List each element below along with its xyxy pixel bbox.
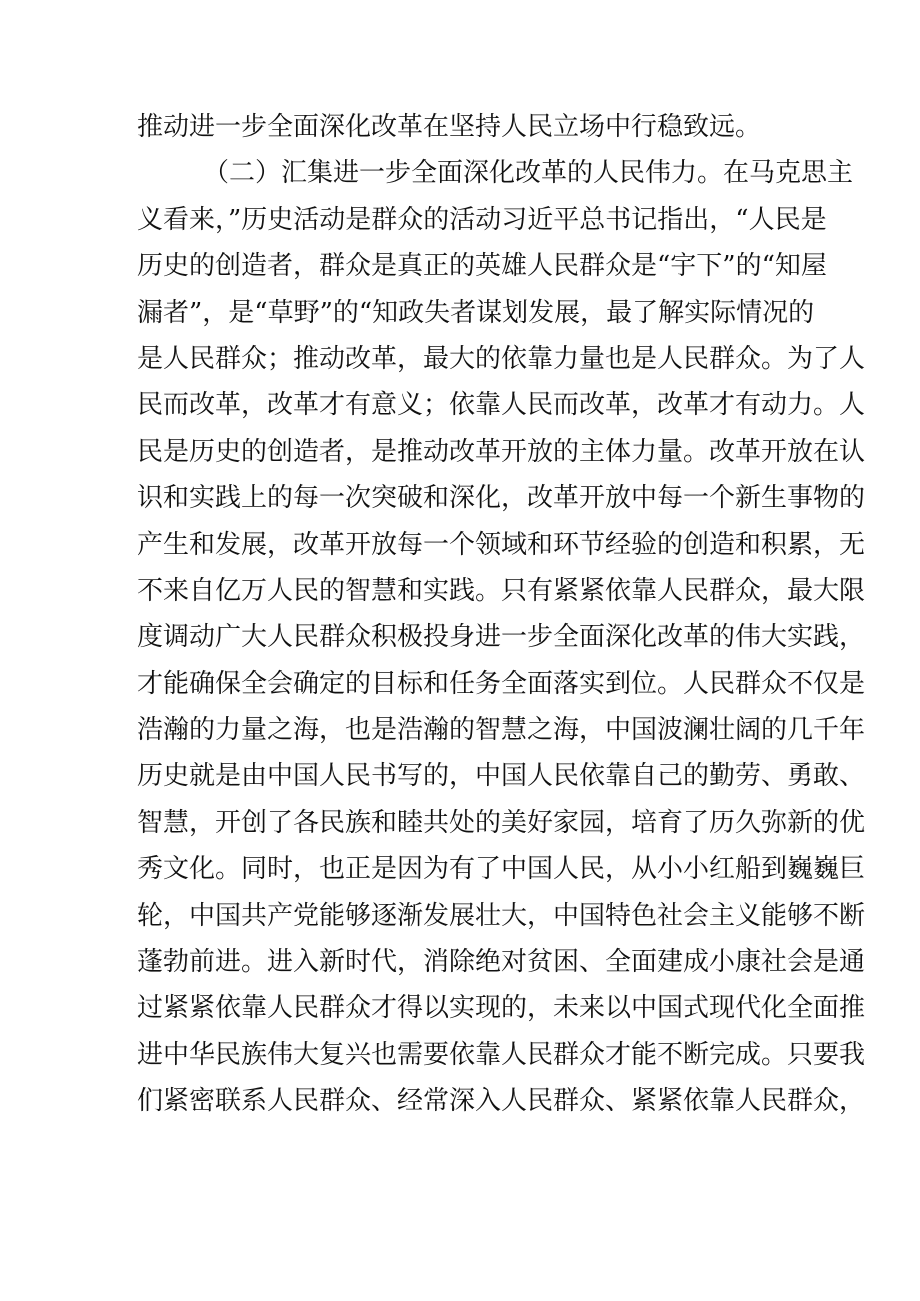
text-line: 是人民群众；推动改革，最大的依靠力量也是人民群众。为了人 [137, 343, 866, 374]
text-line: 历史就是由中国人民书写的，中国人民依靠自己的勤劳、勇敢、 [137, 761, 866, 792]
text-line: 浩瀚的力量之海，也是浩瀚的智慧之海，中国波澜壮阔的几千年 [137, 715, 866, 746]
text-line: 轮，中国共产党能够逐渐发展壮大，中国特色社会主义能够不断 [137, 900, 866, 931]
text-line: 过紧紧依靠人民群众才得以实现的，未来以中国式现代化全面推 [137, 993, 866, 1024]
text-line: 识和实践上的每一次突破和深化，改革开放中每一个新生事物的 [137, 483, 866, 514]
text-line: 义看来，”历史活动是群众的活动习近平总书记指出，“人民是 [137, 204, 827, 235]
text-line: 智慧，开创了各民族和睦共处的美好家园，培育了历久弥新的优 [137, 807, 866, 838]
text-line: 漏者”，是“草野”的“知政失者谋划发展，最了解实际情况的 [137, 297, 815, 328]
text-line: 民而改革，改革才有意义；依靠人民而改革，改革才有动力。人 [137, 390, 866, 421]
text-line: 蓬勃前进。进入新时代，消除绝对贫困、全面建成小康社会是通 [137, 947, 866, 978]
text-line: 进中华民族伟大复兴也需要依靠人民群众才能不断完成。只要我 [137, 1039, 866, 1070]
text-line: 秀文化。同时，也正是因为有了中国人民，从小小红船到巍巍巨 [137, 854, 866, 885]
text-line: 产生和发展，改革开放每一个领域和环节经验的创造和积累，无 [137, 529, 866, 560]
text-line: 不来自亿万人民的智慧和实践。只有紧紧依靠人民群众，最大限 [137, 575, 866, 606]
text-line: 才能确保全会确定的目标和任务全面落实到位。人民群众不仅是 [137, 668, 866, 699]
text-line: 民是历史的创造者，是推动改革开放的主体力量。改革开放在认 [137, 436, 866, 467]
text-line: 度调动广大人民群众积极投身进一步全面深化改革的伟大实践， [137, 622, 866, 653]
text-line: 历史的创造者，群众是真正的英雄人民群众是“宇下”的“知屋 [137, 251, 827, 282]
text-line: 推动进一步全面深化改革在坚持人民立场中行稳致远。 [137, 112, 762, 142]
text-line: 们紧密联系人民群众、经常深入人民群众、紧紧依靠人民群众， [137, 1086, 866, 1117]
body-text [137, 104, 866, 1125]
section-heading-line: （二）汇集进一步全面深化改革的人民伟力。在马克思主 [203, 158, 854, 189]
